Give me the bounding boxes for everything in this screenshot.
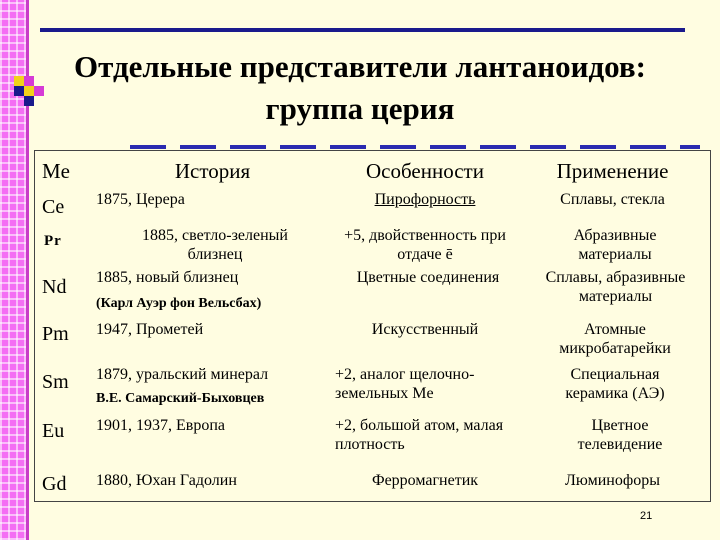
- row-gd-history: 1880, Юхан Гадолин: [96, 472, 237, 489]
- row-pr-features: +5, двойственность при отдаче ē: [344, 227, 506, 263]
- row-ce-history: 1875, Церера: [96, 191, 185, 208]
- row-sm-application: Специальная керамика (АЭ): [565, 366, 665, 402]
- row-nd-history-note: (Карл Ауэр фон Вельсбах): [96, 296, 262, 311]
- row-eu-history: 1901, 1937, Европа: [96, 417, 225, 434]
- row-pr-element: Pr: [44, 233, 62, 249]
- row-nd-history: 1885, новый близнец: [96, 269, 239, 286]
- header-features: Особенности: [366, 159, 484, 183]
- slide-number: 21: [640, 510, 653, 522]
- title-bullet-icon: [14, 76, 44, 106]
- row-nd-element: Nd: [42, 276, 67, 298]
- slide-title: Отдельные представители лантаноидов: группа церия: [74, 49, 646, 126]
- row-pm-element: Pm: [42, 323, 69, 345]
- row-pm-history: 1947, Прометей: [96, 321, 204, 338]
- row-ce-features: Пирофорность: [374, 191, 476, 208]
- row-ce-application: Сплавы, стекла: [560, 191, 665, 208]
- header-application: Применение: [556, 159, 669, 183]
- row-pm-features: Искусственный: [371, 321, 479, 338]
- row-pr-history: 1885, светло-зеленый близнец: [142, 227, 288, 263]
- row-eu-application: Цветное телевидение: [577, 417, 663, 453]
- row-gd-features: Ферромагнетик: [371, 472, 479, 489]
- row-nd-features: Цветные соединения: [356, 269, 500, 286]
- header-history: История: [174, 159, 251, 183]
- row-sm-element: Sm: [42, 371, 69, 393]
- row-pm-application: Атомные микробатарейки: [559, 321, 671, 357]
- row-sm-history-note: В.Е. Самарский-Быховцев: [96, 391, 265, 406]
- row-sm-history: 1879, уральский минерал: [96, 366, 269, 383]
- row-eu-element: Eu: [42, 420, 65, 442]
- row-ce-element: Ce: [42, 196, 65, 218]
- title-underline: [130, 145, 700, 149]
- row-gd-element: Gd: [42, 473, 67, 495]
- row-nd-application: Сплавы, абразивные материалы: [545, 269, 686, 305]
- row-gd-application: Люминофоры: [565, 472, 660, 489]
- row-sm-features: +2, аналог щелочно-земельных Me: [335, 366, 475, 402]
- header-me: Me: [42, 159, 70, 183]
- row-eu-features: +2, большой атом, малая плотность: [335, 417, 504, 453]
- row-pr-application: Абразивные материалы: [573, 227, 657, 263]
- top-accent-line: [40, 28, 685, 32]
